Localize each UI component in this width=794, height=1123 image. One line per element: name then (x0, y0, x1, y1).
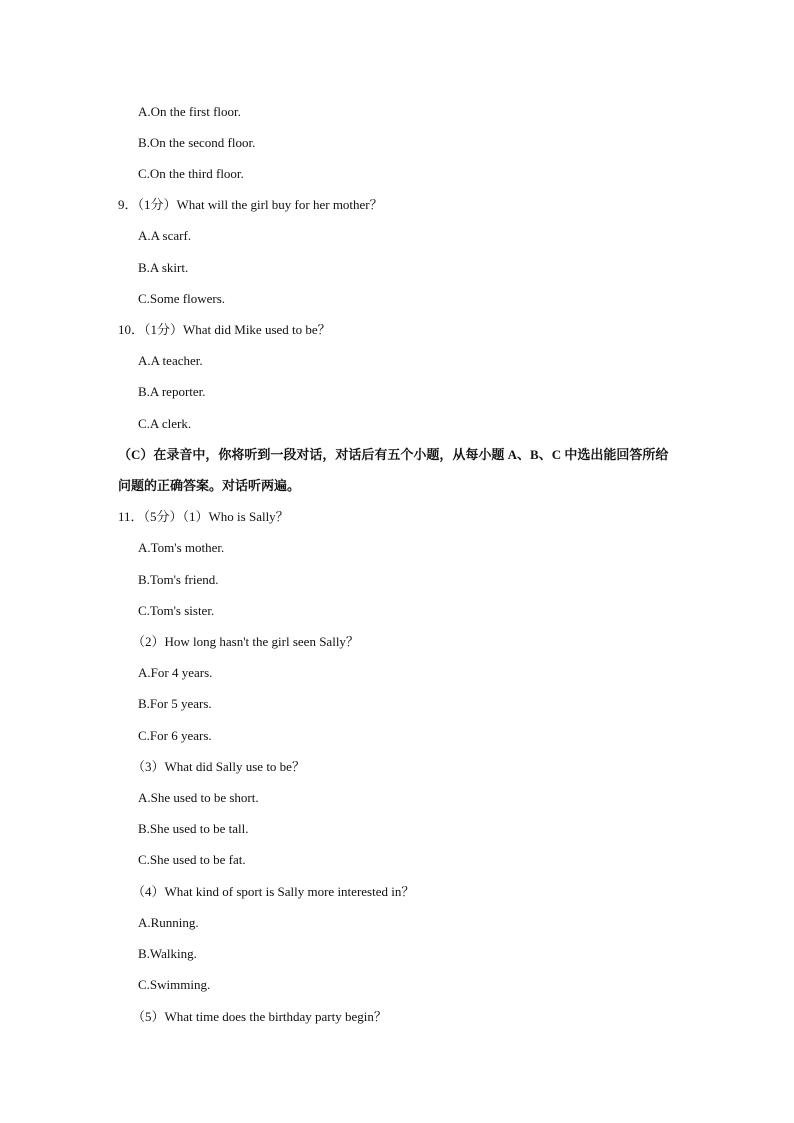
q11-5-stem: （5）What time does the birthday party begin？ (132, 1009, 387, 1024)
q11-3-stem: （3）What did Sally use to be？ (132, 759, 305, 774)
q8-option-c: C.On the third floor. (138, 166, 244, 181)
q11-stem: 11．（5分）（1）Who is Sally？ (118, 509, 289, 524)
q11-1-option-b: B.Tom's friend. (138, 572, 219, 587)
q11-2-option-b: B.For 5 years. (138, 696, 212, 711)
q9-option-c: C.Some flowers. (138, 291, 226, 306)
q11-2-option-c: C.For 6 years. (138, 728, 212, 743)
q10-option-c: C.A clerk. (138, 416, 192, 431)
q8-option-a: A.On the first floor. (138, 104, 241, 119)
q11-2-stem: （2）How long hasn't the girl seen Sally？ (132, 634, 359, 649)
q9-option-b: B.A skirt. (138, 260, 189, 275)
q11-4-option-c: C.Swimming. (138, 977, 211, 992)
q10-stem: 10．（1分）What did Mike used to be？ (118, 322, 331, 337)
q8-option-b: B.On the second floor. (138, 135, 256, 150)
q11-1-option-a: A.Tom's mother. (138, 540, 225, 555)
q9-option-a: A.A scarf. (138, 228, 192, 243)
q9-stem: 9．（1分）What will the girl buy for her mother？ (118, 197, 383, 212)
q11-3-option-b: B.She used to be tall. (138, 821, 249, 836)
q11-4-option-a: A.Running. (138, 915, 199, 930)
q11-1-option-c: C.Tom's sister. (138, 603, 215, 618)
q11-4-option-b: B.Walking. (138, 946, 197, 961)
section-c-instruction: （C）在录音中，你将听到一段对话，对话后有五个小题，从每小题 A、B、C 中选出能回答所给问题的正确答案。对话听两遍。 (118, 447, 669, 493)
q11-3-option-a: A.She used to be short. (138, 790, 259, 805)
q11-4-stem: （4）What kind of sport is Sally more interested in？ (132, 884, 415, 899)
q10-option-a: A.A teacher. (138, 353, 203, 368)
q11-2-option-a: A.For 4 years. (138, 665, 213, 680)
q10-option-b: B.A reporter. (138, 384, 206, 399)
q11-3-option-c: C.She used to be fat. (138, 852, 246, 867)
